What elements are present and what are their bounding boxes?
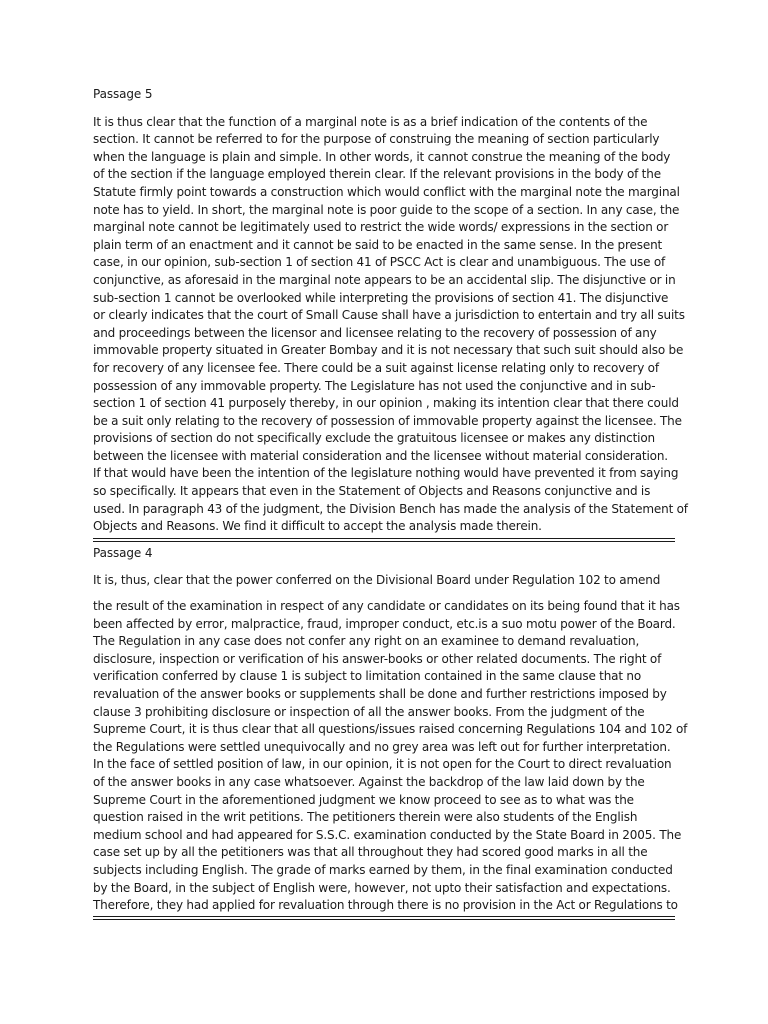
text-line: If that would have been the intention of the legislature nothing would have prevented it from saying — [93, 466, 679, 481]
text-line: revaluation of the answer books or supplements shall be done and further restrictions imposed by — [93, 687, 667, 701]
passage-heading: Passage 4 — [93, 545, 153, 560]
text-line: the Regulations were settled unequivocally and no grey area was left out for further interpretation. — [93, 739, 671, 754]
text-line: conjunctive, as aforesaid in the marginal note appears to be an accidental slip. The disjunctive or in — [93, 272, 676, 287]
text-line: of the answer books in any case whatsoever. Against the backdrop of the law laid down by the — [93, 774, 645, 789]
passage-5 — [93, 86, 688, 536]
text-line: used. In paragraph 43 of the judgment, the Division Bench has made the analysis of the Statement of — [93, 501, 688, 516]
text-line: so specifically. It appears that even in the Statement of Objects and Reasons conjunctive and is — [93, 484, 651, 499]
text-line: Supreme Court in the aforementioned judgment we know proceed to see as to what was the — [93, 792, 634, 807]
passage-lead-line: It is, thus, clear that the power conferred on the Divisional Board under Regulation 102 to amend — [93, 573, 661, 588]
passage-4 — [93, 545, 688, 915]
text-line: possession of any immovable property. The Legislature has not used the conjunctive and in sub- — [93, 378, 656, 393]
passage-body — [93, 114, 688, 536]
text-line: Supreme Court, it is thus clear that all questions/issues raised concerning Regulations 104 and 102 of — [93, 722, 688, 737]
text-line: note has to yield. In short, the marginal note is poor guide to the scope of a section. In any case, the — [93, 202, 680, 217]
text-line: Statute firmly point towards a construction which would conflict with the marginal note the marginal — [93, 184, 680, 199]
text-line: case set up by all the petitioners was that all throughout they had scored good marks in all the — [93, 845, 648, 860]
text-line: of the section if the language employed therein clear. If the relevant provisions in the body of the — [93, 167, 661, 182]
text-line: Therefore, they had applied for revaluation through there is no provision in the Act or Regulations to — [93, 898, 678, 913]
text-line: the result of the examination in respect of any candidate or candidates on its being found that it has — [93, 599, 680, 614]
document-page — [93, 86, 688, 920]
text-line: section. It cannot be referred to for the purpose of construing the meaning of section particularly — [93, 132, 660, 147]
text-line: It is thus clear that the function of a marginal note is as a brief indication of the contents of the — [93, 114, 648, 129]
passage-body — [93, 598, 688, 915]
text-line: marginal note cannot be legitimately used to restrict the wide words/ expressions in the section or — [93, 220, 669, 235]
text-line: subjects including English. The grade of marks earned by them, in the final examination conducted — [93, 862, 673, 877]
text-line: been affected by error, malpractice, fraud, improper conduct, etc.is a suo motu power of the Board. — [93, 616, 676, 631]
double-rule-divider — [93, 916, 675, 920]
text-line: The Regulation in any case does not confer any right on an examinee to demand revaluation, — [93, 634, 640, 649]
text-line: In the face of settled position of law, in our opinion, it is not open for the Court to direct revaluation — [93, 757, 672, 772]
text-line: for recovery of any licensee fee. There could be a suit against license relating only to recovery of — [93, 360, 659, 375]
text-line: clause 3 prohibiting disclosure or inspection of all the answer books. From the judgment of the — [93, 704, 645, 719]
text-line: between the licensee with material consideration and the licensee without material consideration. — [93, 448, 668, 463]
text-line: when the language is plain and simple. In other words, it cannot construe the meaning of the body — [93, 149, 671, 164]
text-line: verification conferred by clause 1 is subject to limitation contained in the same clause that no — [93, 669, 642, 684]
text-line: or clearly indicates that the court of Small Cause shall have a jurisdiction to entertain and try all suits — [93, 308, 685, 323]
text-line: plain term of an enactment and it cannot be said to be enacted in the same sense. In the present — [93, 237, 663, 252]
text-line: be a suit only relating to the recovery of possession of immovable property against the licensee. The — [93, 413, 682, 428]
double-rule-divider — [93, 538, 675, 542]
text-line: disclosure, inspection or verification of his answer-books or other related documents. The right of — [93, 651, 662, 666]
text-line: section 1 of section 41 purposely thereby, in our opinion , making its intention clear that there could — [93, 396, 679, 411]
text-line: question raised in the writ petitions. The petitioners therein were also students of the English — [93, 810, 638, 825]
text-line: medium school and had appeared for S.S.C. examination conducted by the State Board in 2005. The — [93, 827, 682, 842]
passage-heading: Passage 5 — [93, 87, 153, 101]
text-line: provisions of section do not specifically exclude the gratuitous licensee or makes any distinction — [93, 431, 655, 446]
text-line: sub-section 1 cannot be overlooked while interpreting the provisions of section 41. The disjunctive — [93, 290, 669, 305]
text-line: Objects and Reasons. We find it difficult to accept the analysis made therein. — [93, 519, 542, 534]
text-line: and proceedings between the licensor and licensee relating to the recovery of possession of any — [93, 325, 657, 340]
text-line: by the Board, in the subject of English were, however, not upto their satisfaction and expectations. — [93, 880, 671, 895]
text-line: case, in our opinion, sub-section 1 of section 41 of PSCC Act is clear and unambiguous. The use of — [93, 255, 666, 270]
text-line: immovable property situated in Greater Bombay and it is not necessary that such suit should also be — [93, 343, 684, 358]
